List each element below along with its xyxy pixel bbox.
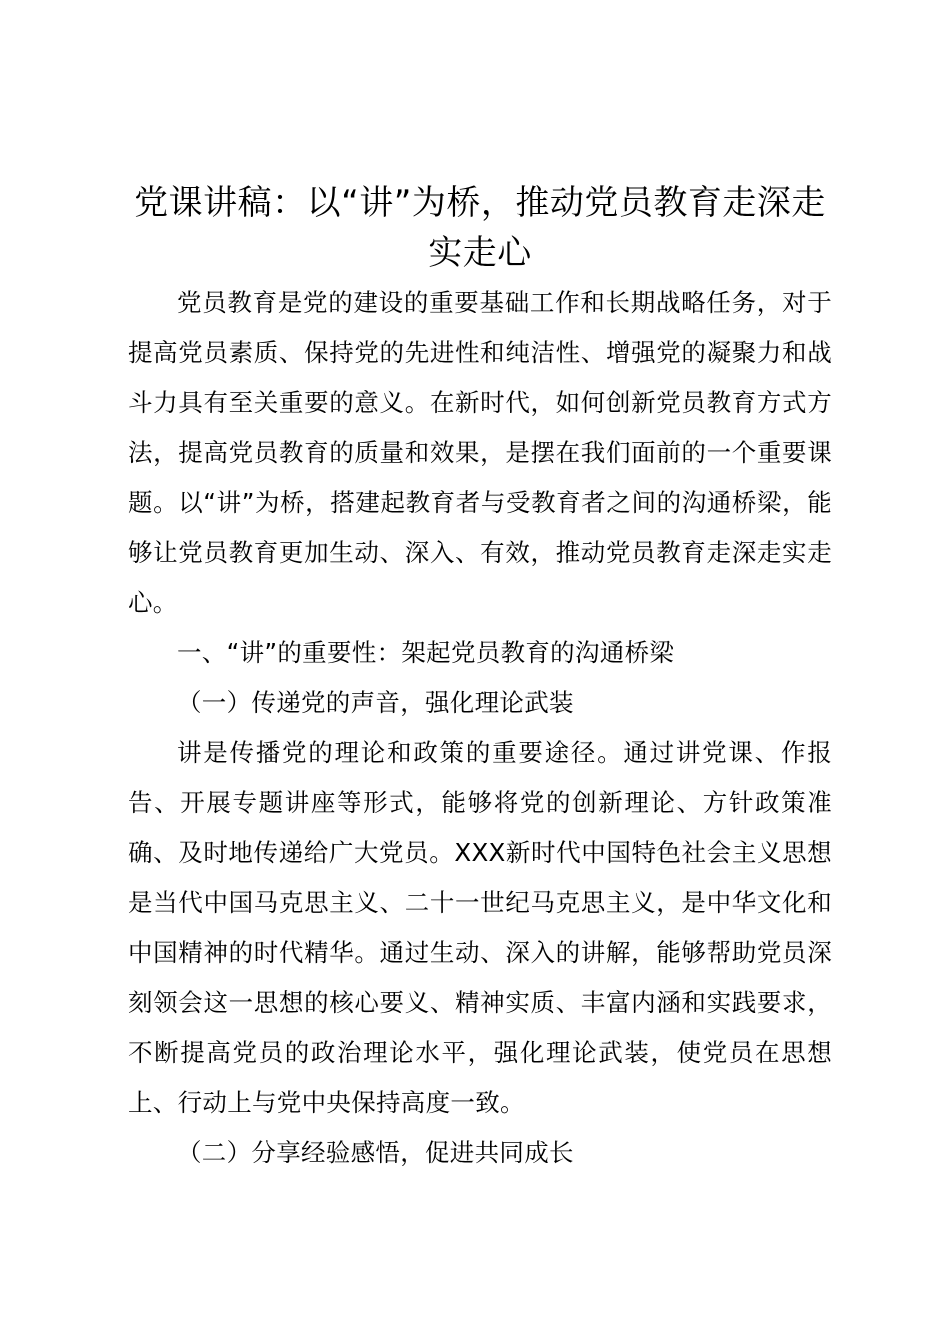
section-heading-1: 一、“讲”的重要性：架起党员教育的沟通桥梁	[177, 638, 675, 667]
document-title: 党课讲稿：以“讲”为桥，推动党员教育走深走实走心	[134, 183, 826, 273]
document-content	[128, 178, 832, 1178]
subsection-heading-1: （一）传递党的声音，强化理论武装	[177, 688, 574, 717]
intro-paragraph: 党员教育是党的建设的重要基础工作和长期战略任务，对于提高党员素质、保持党的先进性和纯洁性、增强党的凝聚力和战斗力具有至关重要的意义。在新时代，如何创新党员教育方式方法，提高党员教育的质量和效果，是摆在我们面前的一个重要课题。以“讲”为桥，搭建起教育者与受教育者之间的沟通桥梁，能够让党员教育更加生动、深入、有效，推动党员教育走深走实走心。	[128, 288, 832, 617]
subsection-1-paragraph: 讲是传播党的理论和政策的重要途径。通过讲党课、作报告、开展专题讲座等形式，能够将党的创新理论、方针政策准确、及时地传递给广大党员。XXX新时代中国特色社会主义思想是当代中国马克思主义、二十一世纪马克思主义，是中华文化和中国精神的时代精华。通过生动、深入的讲解，能够帮助党员深刻领会这一思想的核心要义、精神实质、丰富内涵和实践要求，不断提高党员的政治理论水平，强化理论武装，使党员在思想上、行动上与党中央保持高度一致。	[128, 738, 832, 1117]
subsection-heading-2: （二）分享经验感悟，促进共同成长	[177, 1138, 574, 1167]
